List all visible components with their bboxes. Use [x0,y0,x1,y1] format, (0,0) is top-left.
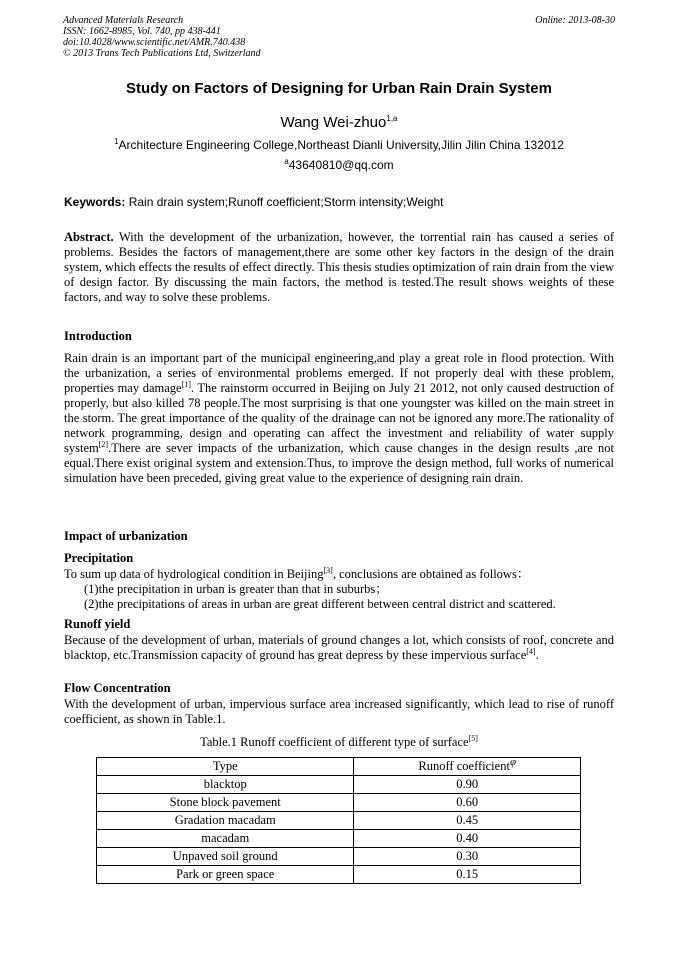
citation-2: [2] [98,439,109,449]
email [0,158,678,172]
table-row [97,848,581,866]
online-date: Online: 2013-08-30 [535,15,615,26]
citation-5: [5] [468,733,478,743]
precipitation-intro [64,567,614,582]
table-header-type: Type [97,758,354,776]
keywords [64,195,616,209]
introduction-heading: Introduction [64,329,132,343]
table-row [97,776,581,794]
intro-text-2: . The rainstorm occurred in Beijing on July 21 2012, not only caused destruction of properly, but also killed 78 people.The most surprising is that one youngster was killed on the main street in the storm. The great importance of the quality of the drainage can not be ignored any more.The rationality of network programming, design and operating can affect the investment and reliability of water supply system [64,381,615,455]
citation-3: [3] [323,565,333,575]
table-row [97,830,581,848]
affiliation-sup: 1 [114,137,119,146]
table-cell: 0.60 [354,794,581,812]
affiliation-text: Architecture Engineering College,Northeast Dianli University,Jilin Jilin China 132012 [118,138,564,152]
table-row [97,794,581,812]
keywords-label: Keywords: [64,195,126,209]
table-caption-text: Table.1 Runoff coefficient of different type of surface [200,735,469,749]
table-cell: Gradation macadam [97,812,354,830]
table-cell: 0.30 [354,848,581,866]
issn: ISSN: 1662-8985, Vol. 740, pp 438-441 [63,26,221,37]
table-cell: 0.40 [354,830,581,848]
runoff-text-2: . [535,648,539,662]
runoff-body [64,633,614,663]
phi-symbol: φ [509,755,517,768]
table-cell: Park or green space [97,866,354,884]
abstract-label: Abstract. [64,230,114,244]
page-header [63,15,615,59]
author-sup: 1,a [386,114,398,123]
keywords-text: Rain drain system;Runoff coefficient;Storm intensity;Weight [128,195,444,209]
affiliation [0,138,678,152]
abstract-text: With the development of the urbanization, however, the torrential rain has caused a series of problems. Besides the factors of management,there are some other key factors in the design of the drain system, which effects the results of effect directly. This thesis studies optimization of rain drain from the view of design factor. By discussing the main factors, the method is tested.The result shows weights of these factors, and way to solve these problems. [64,230,614,304]
paper-title: Study on Factors of Designing for Urban Rain Drain System [126,80,552,97]
table-cell: Unpaved soil ground [97,848,354,866]
table-cell: Stone block pavement [97,794,354,812]
precipitation-text-1: To sum up data of hydrological condition in Beijing [64,567,324,581]
runoff-text-1: Because of the development of urban, materials of ground changes a lot, which consists of roof, concrete and blacktop, etc.Transmission capacity of ground has great depress by these impervious surface [64,633,614,662]
doi: doi:10.4028/www.scientific.net/AMR.740.438 [63,37,246,48]
coefficient-label: Runoff coefficient [418,759,510,773]
table-header-row [97,758,581,776]
flow-heading: Flow Concentration [64,681,171,695]
intro-text-3: .There are sever impacts of the urbanization, which cause changes in the design results ,are not equal.There exist original system and extension.Thus, to improve the design method, full works of numerical simulation have been preceded, giving great value to the experience of designing rain drain. [64,441,614,485]
table-cell: 0.15 [354,866,581,884]
runoff-table [96,757,581,884]
precipitation-text-2: , conclusions are obtained as follows： [332,567,530,581]
journal-name: Advanced Materials Research [63,15,184,26]
citation-1: [1] [181,379,191,389]
table-cell: macadam [97,830,354,848]
table-row [97,812,581,830]
precipitation-item-2: (2)the precipitations of areas in urban are great different between central district and scattered. [84,597,556,611]
flow-body: With the development of urban, impervious surface area increased significantly, which lead to rise of runoff coefficient, as shown in Table.1. [64,697,614,726]
precipitation-heading: Precipitation [64,551,134,565]
email-text: 43640810@qq.com [288,158,394,172]
table-header-coefficient [354,755,581,776]
table-cell: 0.45 [354,812,581,830]
author [0,114,678,131]
impact-heading: Impact of urbanization [64,529,188,543]
runoff-heading: Runoff yield [64,617,131,631]
table-row [97,866,581,884]
author-name: Wang Wei-zhuo [280,114,387,131]
introduction-body [64,351,614,486]
table-cell: blacktop [97,776,354,794]
table-caption [0,735,678,750]
abstract [64,230,614,305]
intro-text-1: Rain drain is an important part of the municipal engineering,and play a great role in flood protection. With the urbanization, a series of environmental problems emerged. If not properly deal with these problem, properties may damage [64,351,614,395]
email-sup: a [284,157,289,166]
table-cell: 0.90 [354,776,581,794]
copyright: © 2013 Trans Tech Publications Ltd, Switzerland [63,48,261,59]
citation-4: [4] [526,646,536,656]
precipitation-body [64,567,614,612]
precipitation-item-1: (1)the precipitation in urban is greater than that in suburbs； [84,582,388,596]
